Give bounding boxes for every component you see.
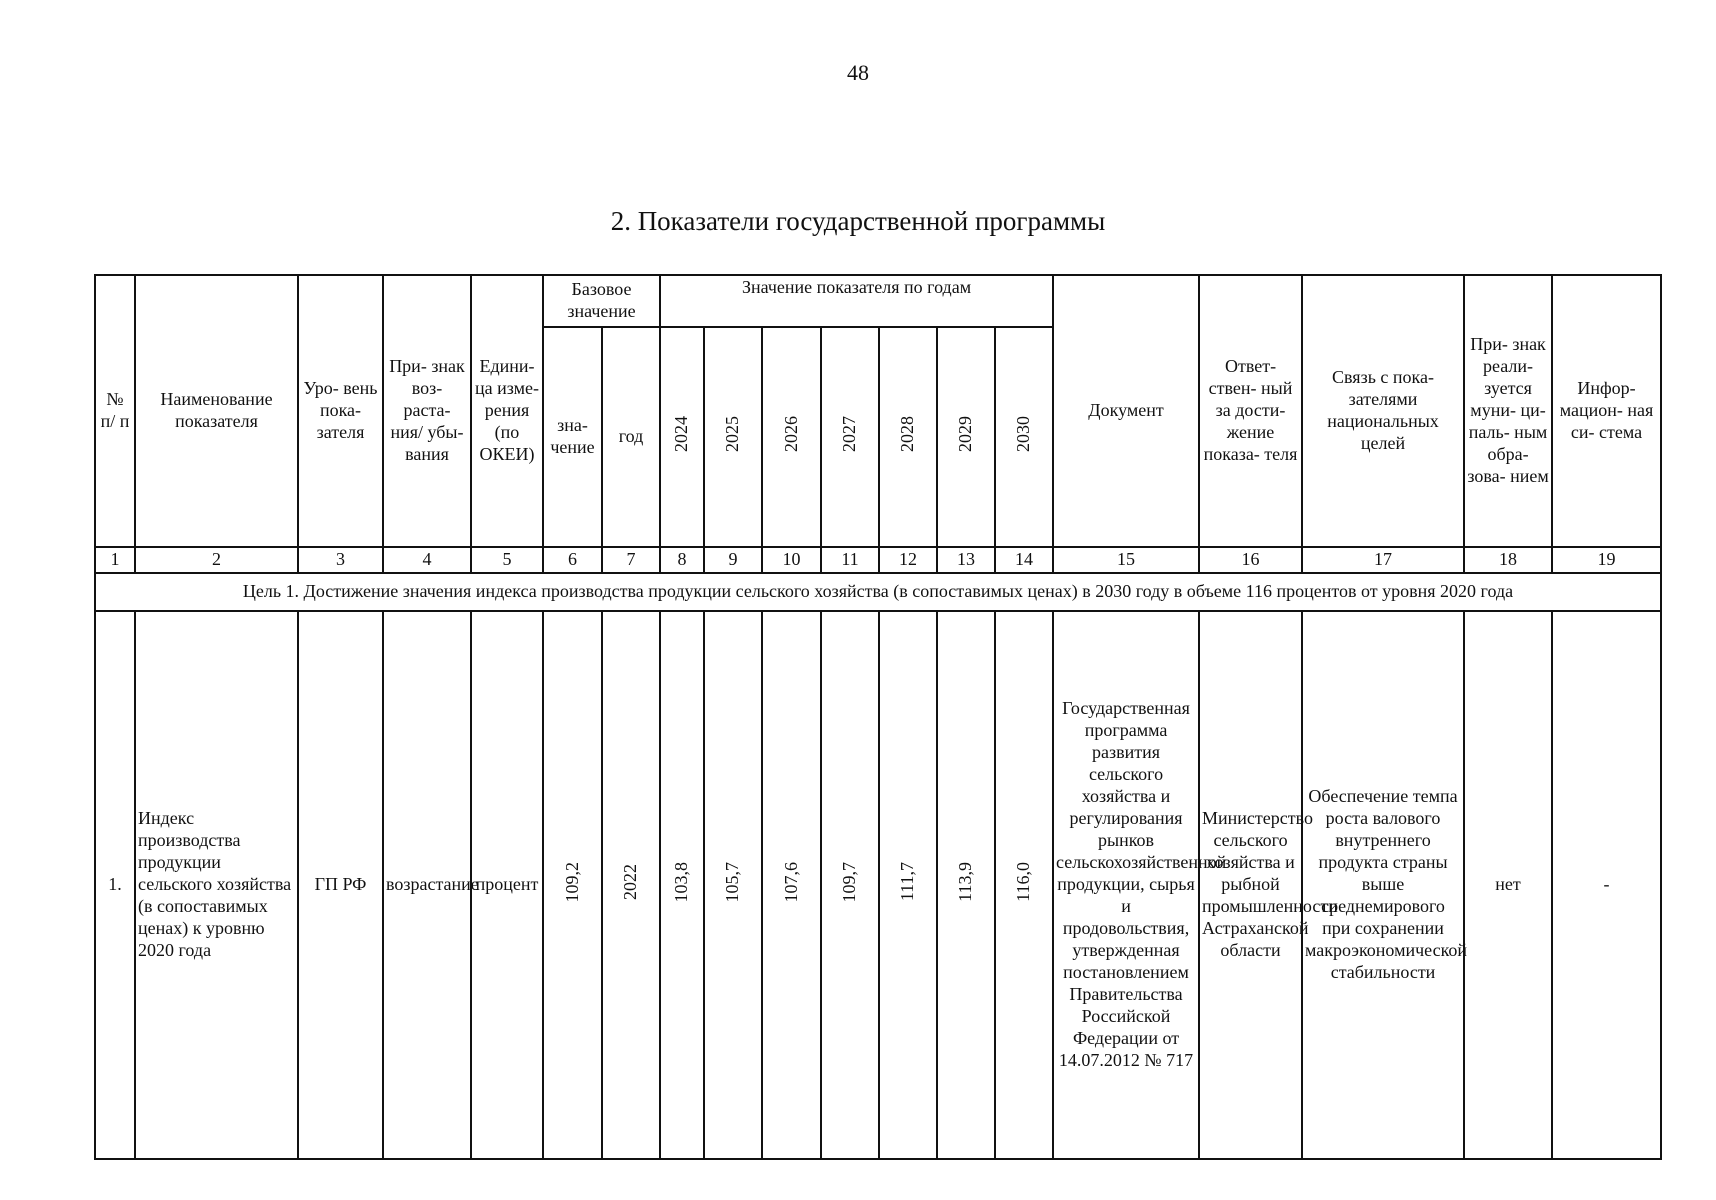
column-number: 17 [1302,547,1464,573]
value-2027-cell [821,611,879,1159]
column-number: 5 [471,547,543,573]
value-2030-cell [995,611,1053,1159]
header-name: Наименование показателя [135,275,298,547]
goal-row [95,573,1661,611]
page-number: 48 [847,60,869,85]
year-label: 2027 [839,416,860,453]
indicator-document: Государственная программа развития сельского хозяйства и регулирования рынков сельскохозяйственной продукции, сырья и продовольствия, утвержденная постановлением Правительства Российской Федерации от 14.07.2012 № 717 [1053,611,1199,1159]
value-2029: 113,9 [955,862,976,902]
header-level: Уро- вень пока- зателя [298,275,383,547]
goal-text: Цель 1. Достижение значения индекса производства продукции сельского хозяйства (в сопоставимых ценах) в 2030 году в объеме 116 процентов от уровня 2020 года [95,573,1661,611]
table-row [95,611,1661,1159]
column-number: 19 [1552,547,1661,573]
header-link: Связь с пока- зателями национальных целей [1302,275,1464,547]
value-2024: 103,8 [671,861,692,903]
column-number: 14 [995,547,1053,573]
year-label: 2026 [780,416,801,453]
column-number: 10 [762,547,821,573]
year-label: 2030 [1013,416,1034,453]
column-number: 4 [383,547,471,573]
header-year-2024 [660,327,704,547]
value-2024-cell [660,611,704,1159]
header-unit: Едини- ца изме- рения (по ОКЕИ) [471,275,543,547]
header-responsible: Ответ- ствен- ный за дости- жение показа- теля [1199,275,1302,547]
year-label: 2025 [722,416,743,453]
header-info-system: Инфор- мацион- ная си- стема [1552,275,1661,547]
column-number: 1 [95,547,135,573]
value-2029-cell [937,611,995,1159]
document-title: 2. Показатели государственной программы [610,206,1106,236]
value-2028: 111,7 [897,862,918,902]
column-number: 7 [602,547,660,573]
column-number: 16 [1199,547,1302,573]
value-2027: 109,7 [839,861,860,903]
value-2026: 107,6 [780,861,801,903]
column-number: 15 [1053,547,1199,573]
column-number: 9 [704,547,762,573]
value-2025-cell [704,611,762,1159]
header-num: № п/ п [95,275,135,547]
base-value: 109,2 [561,861,582,903]
column-number: 11 [821,547,879,573]
header-years-group: Значение показателя по годам [660,275,1053,327]
header-sign: При- знак воз- раста- ния/ убы- вания [383,275,471,547]
header-base-value: зна- чение [543,327,602,547]
indicator-name: Индекс производства продукции сельского хозяйства (в сопоставимых ценах) к уровню 2020 года [135,611,298,1159]
indicator-info-system: - [1552,611,1661,1159]
row-num: 1. [95,611,135,1159]
column-number: 2 [135,547,298,573]
value-2025: 105,7 [722,861,743,903]
header-year-2025 [704,327,762,547]
column-number: 18 [1464,547,1552,573]
year-label: 2024 [671,416,692,453]
header-year-2027 [821,327,879,547]
value-2026-cell [762,611,821,1159]
year-label: 2028 [897,416,918,453]
header-year-2028 [879,327,937,547]
base-value-cell [543,611,602,1159]
header-municipal: При- знак реали- зуется муни- ци- паль- ным обра- зова- нием [1464,275,1552,547]
column-number-row [95,547,1661,573]
indicator-level: ГП РФ [298,611,383,1159]
indicator-sign: возрастание [383,611,471,1159]
base-year-cell [602,611,660,1159]
value-2028-cell [879,611,937,1159]
header-document: Документ [1053,275,1199,547]
header-base-group: Базовое значение [543,275,660,327]
indicator-link: Обеспечение темпа роста валового внутреннего продукта страны выше среднемирового при сохранении макроэкономической стабильности [1302,611,1464,1159]
column-number: 6 [543,547,602,573]
indicator-municipal: нет [1464,611,1552,1159]
base-year: 2022 [620,864,641,901]
header-year-2030 [995,327,1053,547]
header-year-2029 [937,327,995,547]
year-label: 2029 [955,416,976,453]
indicator-responsible: Министерство сельского хозяйства и рыбной промышленности Астраханской области [1199,611,1302,1159]
indicators-table [94,274,1662,1160]
column-number: 13 [937,547,995,573]
column-number: 12 [879,547,937,573]
value-2030: 116,0 [1013,862,1034,902]
column-number: 3 [298,547,383,573]
column-number: 8 [660,547,704,573]
indicator-unit: процент [471,611,543,1159]
header-base-year: год [602,327,660,547]
header-year-2026 [762,327,821,547]
